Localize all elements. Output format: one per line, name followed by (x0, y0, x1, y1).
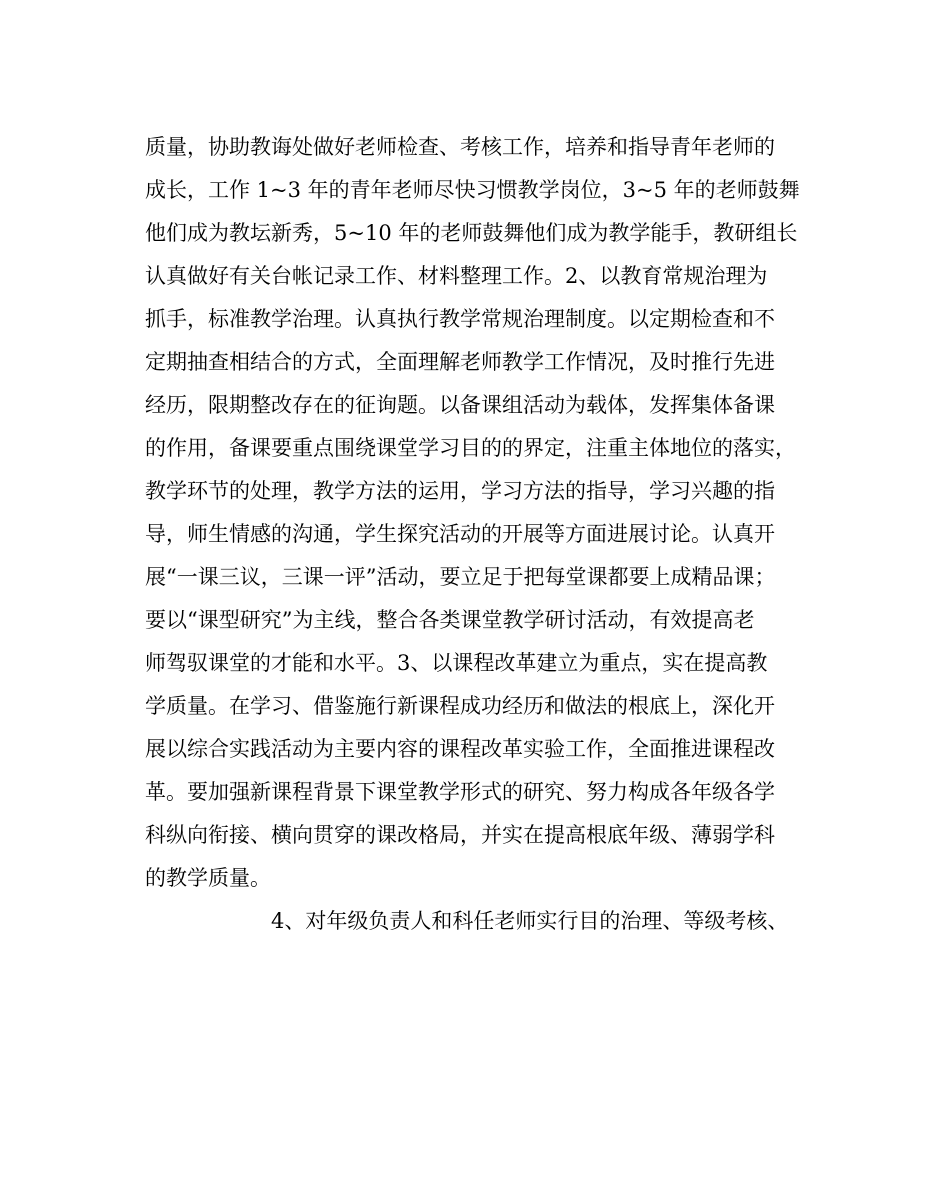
text-line: 师驾驭课堂的才能和水平。3、以课程改革建立为重点，实在提高教 (145, 651, 768, 675)
text-line: 的教学质量。 (145, 866, 271, 890)
text-line: 教学环节的处理，教学方法的运用，学习方法的指导，学习兴趣的指 (145, 479, 775, 503)
text-line: 展“一课三议，三课一评”活动，要立足于把每堂课都要上成精品课； (145, 565, 776, 589)
text-line: 抓手，标准教学治理。认真执行教学常规治理制度。以定期检查和不 (145, 307, 775, 331)
text-line: 认真做好有关台帐记录工作、材料整理工作。2、以教育常规治理为 (145, 264, 768, 288)
text-line: 质量，协助教诲处做好老师检查、考核工作，培养和指导青年老师的 (145, 135, 775, 159)
text-line: 展以综合实践活动为主要内容的课程改革实验工作，全面推进课程改 (145, 737, 775, 761)
text-line: 革。要加强新课程背景下课堂教学形式的研究、努力构成各年级各学 (145, 780, 775, 804)
text-line: 学质量。在学习、借鉴施行新课程成功经历和做法的根底上，深化开 (145, 694, 775, 718)
text-line: 的作用，备课要重点围绕课堂学习目的的界定，注重主体地位的落实， (145, 436, 796, 460)
text-line: 导，师生情感的沟通，学生探究活动的开展等方面进展讨论。认真开 (145, 522, 775, 546)
text-line: 成长，工作 1~3 年的青年老师尽快习惯教学岗位，3~5 年的老师鼓舞 (145, 178, 800, 202)
text-line: 定期抽查相结合的方式，全面理解老师教学工作情况，及时推行先进 (145, 350, 775, 374)
text-line: 他们成为教坛新秀，5~10 年的老师鼓舞他们成为教学能手，教研组长 (145, 221, 798, 245)
text-line: 要以“课型研究”为主线，整合各类课堂教学研讨活动，有效提高老 (145, 608, 755, 632)
body-text (145, 126, 825, 943)
text-line: 科纵向衔接、横向贯穿的课改格局，并实在提高根底年级、薄弱学科 (145, 823, 775, 847)
paragraph-start: 4、对年级负责人和科任老师实行目的治理、等级考核、 (271, 909, 789, 933)
text-line: 经历，限期整改存在的征询题。以备课组活动为载体，发挥集体备课 (145, 393, 775, 417)
